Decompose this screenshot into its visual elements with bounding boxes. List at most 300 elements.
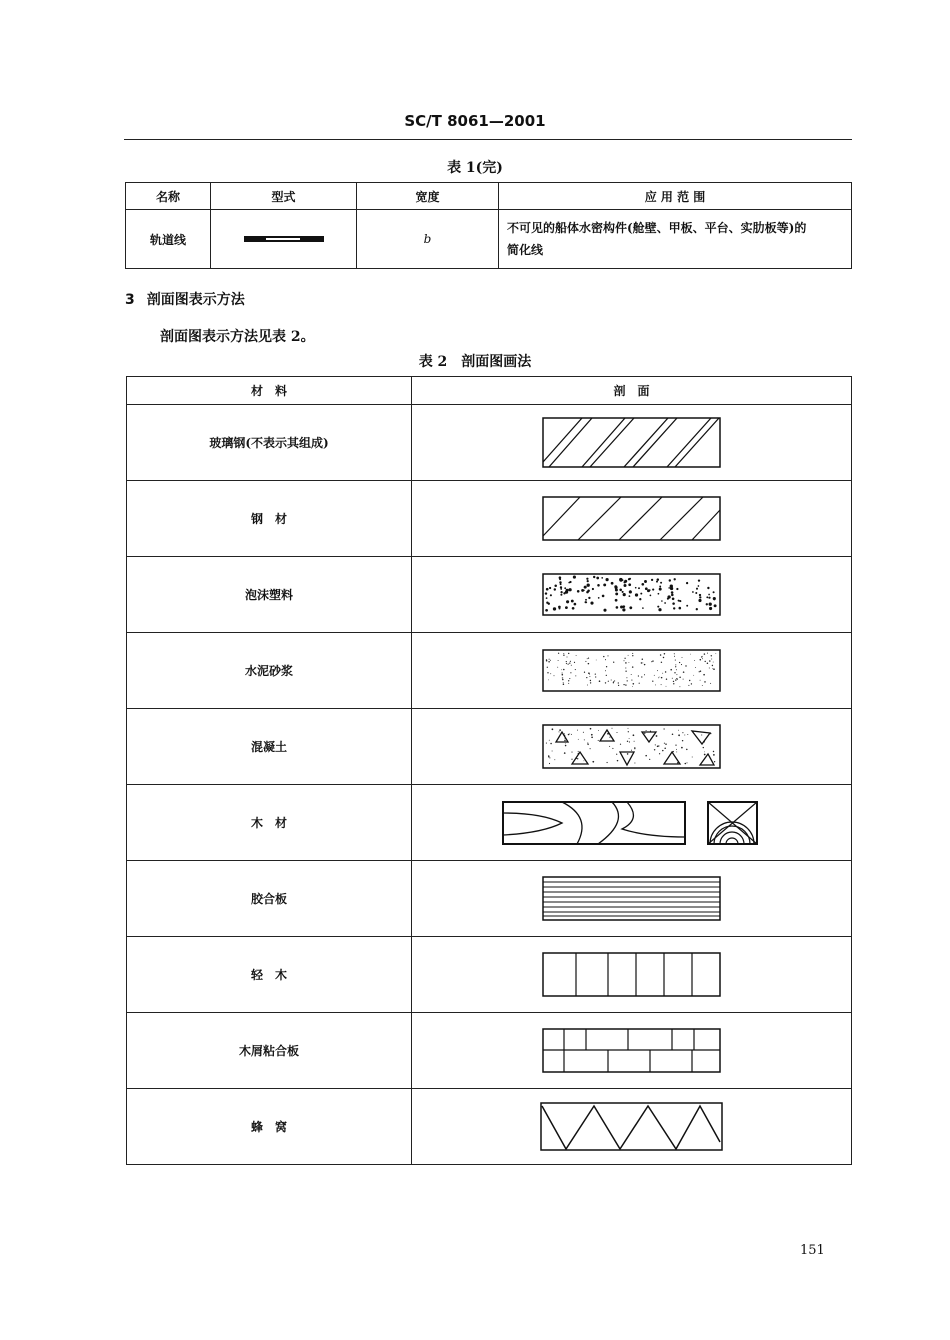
- pattern-dot: [607, 680, 608, 681]
- pattern-dot: [671, 593, 674, 596]
- pattern-dot: [551, 728, 553, 730]
- track-line-icon: [244, 235, 324, 243]
- material-cell: 玻璃钢(不表示其组成): [127, 405, 412, 481]
- pattern-dot: [665, 678, 666, 679]
- pattern-dot: [583, 586, 585, 588]
- table1-caption: 表 1(完): [447, 160, 503, 176]
- table1-cell-scope: [499, 210, 852, 269]
- pattern-dot: [586, 658, 587, 659]
- pattern-dot: [583, 671, 584, 672]
- pattern-dot: [660, 684, 661, 685]
- pattern-dot: [641, 582, 644, 585]
- pattern-dot: [565, 661, 566, 662]
- pattern-dot: [545, 597, 547, 599]
- pattern-dot: [652, 660, 653, 661]
- pattern-dot: [562, 683, 564, 685]
- table1-header-row: [126, 183, 852, 210]
- concrete-triangles-icon: [542, 724, 722, 770]
- pattern-dot: [708, 593, 710, 595]
- section-cell: [412, 1013, 852, 1089]
- pattern-dot: [698, 598, 701, 601]
- section-cell: [412, 557, 852, 633]
- pattern-dot: [584, 601, 586, 603]
- pattern-dot: [563, 668, 565, 670]
- pattern-dot: [622, 608, 625, 611]
- pattern-dot: [712, 750, 713, 751]
- pattern-dot: [548, 739, 549, 740]
- table1-cell-width: b: [357, 210, 499, 269]
- pattern-dot: [659, 654, 661, 656]
- pattern-dot: [644, 732, 645, 733]
- pattern-dot: [619, 743, 620, 744]
- pattern-dot: [573, 602, 576, 605]
- pattern-dot: [615, 592, 618, 595]
- pattern-dot: [549, 659, 550, 660]
- pattern-dot: [627, 654, 628, 655]
- pattern-dot: [548, 755, 550, 757]
- steel-hatch-icon: [542, 496, 722, 542]
- pattern-dot: [607, 655, 608, 656]
- pattern-dot: [623, 605, 625, 607]
- pattern-dot: [572, 575, 575, 578]
- pattern-dot: [673, 578, 675, 580]
- pattern-dot: [713, 754, 715, 756]
- pattern-dot: [613, 661, 614, 662]
- pattern-dot: [583, 589, 585, 591]
- pattern-dot: [612, 747, 613, 748]
- pattern-dot: [629, 590, 632, 593]
- pattern-dot: [557, 666, 558, 667]
- pattern-dot: [623, 660, 624, 661]
- scope-line-2: 简化线: [507, 243, 544, 257]
- pattern-dot: [699, 670, 700, 671]
- pattern-dot: [676, 751, 677, 752]
- pattern-dot: [653, 749, 654, 750]
- pattern-dot: [562, 678, 564, 680]
- section-cell: [412, 861, 852, 937]
- pattern-dot: [586, 676, 587, 677]
- pattern-dot: [623, 581, 625, 583]
- pattern-dot: [679, 676, 681, 678]
- pattern-dot: [585, 660, 586, 661]
- material-cell: 轻 木: [127, 937, 412, 1013]
- pattern-dot: [710, 655, 711, 656]
- pattern-dot: [597, 739, 598, 740]
- pattern-dot: [642, 607, 644, 609]
- pattern-dot: [682, 671, 684, 673]
- pattern-dot: [589, 748, 590, 749]
- pattern-dot: [651, 661, 652, 662]
- pattern-dot: [643, 674, 644, 675]
- pattern-dot: [686, 762, 687, 763]
- pattern-dot: [689, 653, 690, 654]
- pattern-dot: [626, 680, 627, 681]
- pattern-dot: [564, 744, 565, 745]
- pattern-dot: [663, 742, 664, 743]
- table1-col-width: 宽度: [357, 183, 499, 210]
- pattern-dot: [625, 670, 626, 671]
- pattern-dot: [665, 743, 667, 745]
- pattern-dot: [565, 588, 568, 591]
- pattern-dot: [638, 682, 639, 683]
- pattern-dot: [642, 662, 643, 663]
- pattern-dot: [697, 585, 699, 587]
- pattern-dot: [681, 657, 682, 658]
- pattern-dot: [701, 734, 702, 735]
- pattern-dot: [619, 588, 622, 591]
- pattern-dot: [552, 607, 555, 610]
- pattern-dot: [628, 738, 629, 739]
- pattern-dot: [658, 676, 659, 677]
- pattern-dot: [705, 603, 707, 605]
- pattern-dot: [675, 679, 676, 680]
- pattern-dot: [690, 683, 691, 684]
- pattern-dot: [571, 751, 572, 752]
- pattern-dot: [686, 604, 688, 606]
- pattern-dot: [569, 660, 570, 661]
- pattern-dot: [706, 596, 708, 598]
- pattern-dot: [553, 675, 554, 676]
- pattern-dot: [614, 680, 615, 681]
- pattern-dot: [645, 729, 646, 730]
- pattern-dot: [625, 684, 626, 685]
- material-cell: 蜂 窝: [127, 1089, 412, 1165]
- pattern-dot: [675, 664, 676, 665]
- pattern-dot: [658, 608, 661, 611]
- pattern-dot: [680, 664, 681, 665]
- pattern-dot: [630, 674, 631, 675]
- pattern-dot: [711, 664, 712, 665]
- pattern-dot: [559, 583, 561, 585]
- pattern-dot: [634, 748, 635, 749]
- material-cell: 胶合板: [127, 861, 412, 937]
- pattern-dot: [563, 733, 564, 734]
- pattern-dot: [659, 585, 661, 587]
- table-row: [127, 405, 852, 481]
- pattern-dot: [694, 659, 695, 660]
- pattern-dot: [570, 664, 571, 665]
- pattern-dot: [568, 652, 569, 653]
- pattern-dot: [681, 746, 683, 748]
- pattern-dot: [594, 673, 595, 674]
- material-cell: 混凝土: [127, 709, 412, 785]
- pattern-dot: [629, 606, 632, 609]
- pattern-dot: [614, 588, 617, 591]
- pattern-dot: [682, 678, 683, 679]
- pattern-dot: [632, 683, 634, 685]
- pattern-dot: [557, 652, 558, 653]
- pattern-dot: [560, 588, 562, 590]
- pattern-dot: [713, 598, 715, 600]
- pattern-dot: [559, 729, 561, 731]
- pattern-dot: [703, 753, 705, 755]
- pattern-dot: [668, 579, 670, 581]
- pattern-dot: [577, 729, 578, 730]
- pattern-dot: [652, 680, 653, 681]
- pattern-dot: [586, 684, 587, 685]
- pattern-dot: [679, 600, 681, 602]
- pattern-dot: [546, 666, 547, 667]
- pattern-dot: [569, 580, 571, 582]
- pattern-dot: [662, 656, 663, 657]
- pattern-dot: [673, 683, 674, 684]
- pattern-dot: [627, 578, 629, 580]
- pattern-dot: [653, 674, 654, 675]
- pattern-dot: [638, 587, 640, 589]
- pattern-dot: [558, 607, 560, 609]
- pattern-dot: [691, 756, 692, 757]
- pattern-dot: [568, 680, 569, 681]
- table2-caption: 表 2 剖面图画法: [418, 354, 532, 370]
- pattern-dot: [568, 682, 569, 683]
- pattern-dot: [616, 731, 617, 732]
- pattern-dot: [628, 595, 630, 597]
- pattern-dot: [706, 662, 708, 664]
- pattern-dot: [626, 677, 627, 678]
- pattern-dot: [661, 600, 663, 602]
- table-row: [127, 633, 852, 709]
- pattern-dot: [565, 663, 566, 664]
- pattern-dot: [561, 672, 562, 673]
- pattern-dot: [545, 608, 548, 611]
- pattern-dot: [664, 671, 665, 672]
- pattern-dot: [566, 656, 567, 657]
- pattern-dot: [547, 602, 549, 604]
- pattern-dot: [577, 738, 578, 739]
- pattern-dot: [591, 736, 593, 738]
- pattern-dot: [603, 583, 606, 586]
- section-number: 3: [125, 292, 135, 308]
- pattern-dot: [570, 672, 571, 673]
- pattern-dot: [590, 601, 593, 604]
- pattern-dot: [605, 670, 606, 671]
- table-row: [127, 1013, 852, 1089]
- table-row: [127, 709, 852, 785]
- pattern-dot: [685, 581, 687, 583]
- pattern-dot: [675, 669, 676, 670]
- pattern-dot: [588, 672, 590, 674]
- pattern-dot: [586, 580, 588, 582]
- pattern-dot: [563, 752, 565, 754]
- pattern-dot: [560, 591, 562, 593]
- pattern-dot: [658, 587, 661, 590]
- pattern-dot: [609, 745, 610, 746]
- pattern-dot: [595, 676, 596, 677]
- material-cell: 水泥砂浆: [127, 633, 412, 709]
- pattern-dot: [605, 674, 606, 675]
- pattern-dot: [693, 674, 694, 675]
- pattern-dot: [564, 743, 565, 744]
- pattern-dot: [622, 593, 625, 596]
- pattern-dot: [704, 660, 705, 661]
- pattern-dot: [682, 732, 683, 733]
- table-row: [127, 937, 852, 1013]
- pattern-dot: [631, 666, 632, 667]
- pattern-dot: [660, 676, 662, 678]
- pattern-dot: [620, 605, 623, 608]
- pattern-dot: [563, 653, 564, 654]
- pattern-dot: [577, 758, 578, 759]
- wood-grain-icon: [502, 799, 762, 847]
- pattern-dot: [598, 680, 600, 682]
- pattern-dot: [544, 592, 546, 594]
- pattern-dot: [561, 669, 562, 670]
- pattern-dot: [677, 678, 678, 679]
- pattern-dot: [628, 741, 629, 742]
- pattern-dot: [592, 760, 594, 762]
- pattern-dot: [679, 686, 680, 687]
- pattern-dot: [708, 667, 709, 668]
- pattern-dot: [676, 674, 677, 675]
- pattern-dot: [571, 606, 574, 609]
- pattern-dot: [702, 658, 703, 659]
- pattern-dot: [617, 682, 618, 683]
- table2-col-material: 材 料: [127, 377, 412, 405]
- pattern-dot: [567, 663, 568, 664]
- table1-col-type: 型式: [211, 183, 357, 210]
- pattern-dot: [708, 602, 711, 605]
- pattern-dot: [609, 736, 610, 737]
- pattern-dot: [715, 653, 716, 654]
- material-cell: 钢 材: [127, 481, 412, 557]
- pattern-dot: [631, 679, 632, 680]
- pattern-dot: [665, 685, 666, 686]
- pattern-dot: [554, 759, 555, 760]
- pattern-dot: [671, 677, 672, 678]
- pattern-dot: [548, 586, 550, 588]
- table-row: [127, 785, 852, 861]
- pattern-dot: [678, 734, 680, 736]
- pattern-dot: [671, 733, 673, 735]
- pattern-dot: [660, 661, 661, 662]
- pattern-dot: [663, 728, 664, 729]
- pattern-dot: [587, 742, 588, 743]
- table1-col-scope: 应 用 范 围: [499, 183, 852, 210]
- table-row: [127, 557, 852, 633]
- pattern-dot: [672, 602, 675, 605]
- pattern-dot: [610, 679, 611, 680]
- pattern-dot: [623, 584, 626, 587]
- pattern-dot: [571, 758, 572, 759]
- pattern-dot: [569, 662, 570, 663]
- pattern-dot: [645, 755, 646, 756]
- pattern-dot: [675, 666, 676, 667]
- pattern-dot: [699, 658, 701, 660]
- pattern-dot: [704, 681, 706, 683]
- section-cell: [412, 937, 852, 1013]
- pattern-dot: [712, 661, 713, 662]
- pattern-dot: [586, 583, 589, 586]
- pattern-dot: [617, 684, 618, 685]
- pattern-dot: [577, 750, 578, 751]
- section-text: 剖面图表示方法见表 2。: [160, 329, 315, 345]
- pattern-dot: [644, 580, 647, 583]
- pattern-dot: [695, 608, 697, 610]
- table2: [126, 376, 852, 1165]
- pattern-dot: [671, 597, 674, 600]
- pattern-dot: [660, 581, 662, 583]
- pattern-dot: [674, 659, 675, 660]
- pattern-dot: [673, 653, 674, 654]
- pattern-dot: [612, 682, 613, 683]
- pattern-dot: [627, 731, 628, 732]
- pattern-dot: [561, 673, 563, 675]
- pattern-dot: [632, 655, 633, 656]
- pattern-dot: [672, 680, 673, 681]
- pattern-dot: [549, 594, 551, 596]
- pattern-dot: [699, 679, 700, 680]
- pattern-dot: [687, 734, 688, 735]
- pattern-dot: [706, 652, 707, 653]
- pattern-dot: [625, 662, 627, 664]
- pattern-dot: [567, 733, 569, 735]
- plywood-lines-icon: [542, 876, 722, 922]
- pattern-dot: [628, 662, 629, 663]
- pattern-dot: [548, 661, 550, 663]
- pattern-dot: [632, 686, 633, 687]
- pattern-dot: [591, 587, 593, 589]
- pattern-dot: [619, 577, 622, 580]
- pattern-dot: [670, 591, 673, 594]
- pattern-dot: [634, 586, 636, 588]
- pattern-dot: [641, 676, 642, 677]
- pattern-dot: [569, 678, 570, 679]
- pattern-dot: [663, 652, 665, 654]
- pattern-dot: [583, 760, 584, 761]
- pattern-dot: [566, 600, 569, 603]
- pattern-dot: [668, 587, 670, 589]
- pattern-dot: [573, 661, 574, 662]
- pattern-dot: [583, 739, 584, 740]
- pattern-dot: [545, 587, 548, 590]
- pattern-dot: [699, 596, 701, 598]
- section-cell: [412, 481, 852, 557]
- pattern-dot: [657, 677, 658, 678]
- table1-col-name: 名称: [126, 183, 211, 210]
- pattern-dot: [548, 762, 549, 763]
- pattern-dot: [681, 739, 682, 740]
- pattern-dot: [586, 577, 588, 579]
- pattern-dot: [657, 670, 658, 671]
- table1-cell-name: 轨道线: [126, 210, 211, 269]
- pattern-dot: [669, 586, 672, 589]
- pattern-dot: [611, 727, 612, 728]
- section-cell: [412, 709, 852, 785]
- pattern-dot: [657, 592, 659, 594]
- pattern-dot: [585, 598, 587, 600]
- pattern-dot: [673, 607, 675, 609]
- pattern-dot: [603, 608, 606, 611]
- pattern-dot: [710, 682, 711, 683]
- pattern-dot: [634, 762, 635, 763]
- pattern-dot: [589, 676, 590, 677]
- material-cell: 木 材: [127, 785, 412, 861]
- pattern-dot: [711, 658, 712, 659]
- pattern-dot: [712, 668, 713, 669]
- pattern-dot: [545, 659, 547, 661]
- pattern-dot: [596, 576, 599, 579]
- pattern-dot: [626, 753, 628, 755]
- pattern-dot: [626, 740, 627, 741]
- pattern-dot: [695, 591, 697, 593]
- pattern-dot: [565, 606, 568, 609]
- pattern-dot: [630, 749, 631, 750]
- pattern-dot: [632, 652, 633, 653]
- pattern-dot: [612, 681, 613, 682]
- pattern-dot: [625, 667, 626, 668]
- mortar-dots-icon: [542, 649, 722, 693]
- pattern-dot: [703, 653, 704, 654]
